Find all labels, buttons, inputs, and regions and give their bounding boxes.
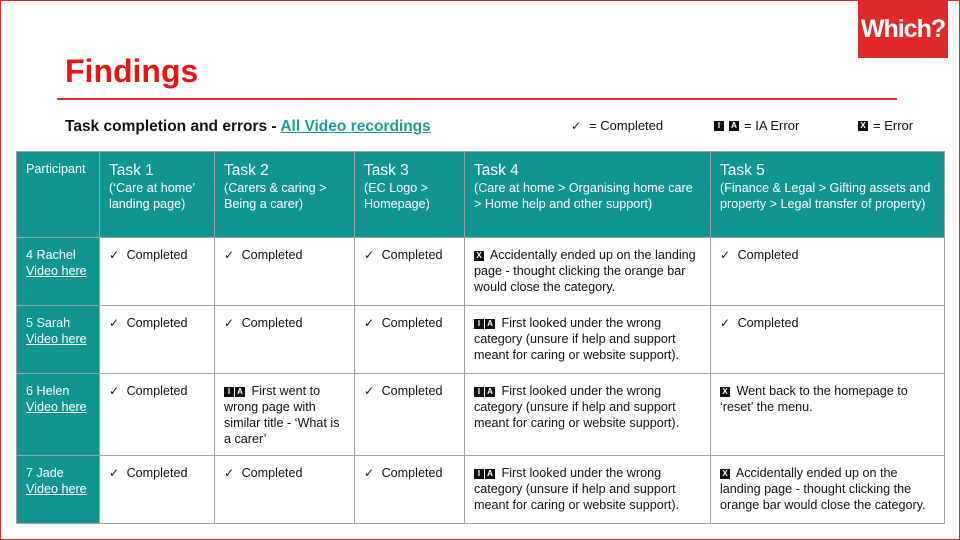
task-3-result-cell (355, 374, 465, 456)
legend-ia-error-label: = IA Error (744, 118, 800, 133)
result-text: Completed (126, 316, 188, 330)
task-title: Task 4 (474, 162, 519, 179)
table-row (17, 238, 945, 306)
participant-cell (17, 374, 100, 456)
check-icon: ✓ (109, 466, 120, 480)
ia-error-icon: I (474, 469, 484, 479)
result-text: Completed (737, 316, 799, 330)
check-icon: ✓ (109, 248, 120, 262)
result-text: First looked under the wrong category (unsure if help and support meant for caring or website support). (474, 466, 680, 512)
result-text: Completed (126, 466, 188, 480)
video-link[interactable]: Video here (26, 400, 87, 414)
task-header-2 (215, 152, 355, 238)
participant-cell (17, 306, 100, 374)
result-text: First looked under the wrong category (unsure if help and support meant for caring or website support). (474, 384, 680, 430)
task-3-result-cell (355, 456, 465, 524)
findings-table (16, 151, 945, 524)
which-logo: Which? (858, 0, 948, 58)
legend-ia-error (714, 118, 799, 133)
check-icon: ✓ (720, 248, 731, 262)
ia-error-icon-a: A (729, 121, 739, 131)
video-link[interactable]: Video here (26, 332, 87, 346)
check-icon: ✓ (364, 316, 375, 330)
result-text: Accidentally ended up on the landing page - thought clicking the orange bar would close the category. (474, 248, 696, 294)
task-detail: (Finance & Legal > Gifting assets and property > Legal transfer of property) (720, 181, 931, 211)
result-text: Completed (126, 384, 188, 398)
ia-error-icon-a: A (485, 387, 495, 397)
section-subtitle (65, 118, 431, 136)
result-text: Completed (381, 316, 443, 330)
task-title: Task 3 (364, 162, 409, 179)
table-row (17, 306, 945, 374)
video-link[interactable]: Video here (26, 482, 87, 496)
check-icon: ✓ (364, 384, 375, 398)
task-1-result-cell (100, 306, 215, 374)
result-text: Completed (241, 248, 303, 262)
check-icon: ✓ (224, 466, 235, 480)
task-2-result-cell (215, 306, 355, 374)
subtitle-text: Task completion and errors - (65, 118, 281, 135)
task-4-result-cell (465, 306, 711, 374)
task-header-3 (355, 152, 465, 238)
task-1-result-cell (100, 456, 215, 524)
result-text: Went back to the homepage to ‘reset’ the menu. (720, 384, 908, 414)
task-title: Task 5 (720, 162, 765, 179)
error-icon: X (858, 121, 868, 131)
check-icon: ✓ (224, 316, 235, 330)
result-text: Accidentally ended up on the landing page - thought clicking the orange bar would close the category. (720, 466, 926, 512)
check-icon: ✓ (109, 316, 120, 330)
ia-error-icon: I (474, 319, 484, 329)
check-icon: ✓ (364, 248, 375, 262)
task-title: Task 2 (224, 162, 269, 179)
all-video-recordings-link[interactable]: All Video recordings (280, 118, 431, 135)
check-icon: ✓ (720, 316, 731, 330)
table-row (17, 456, 945, 524)
table-row (17, 374, 945, 456)
result-text: Completed (737, 248, 799, 262)
check-icon: ✓ (571, 118, 582, 133)
participant-cell (17, 238, 100, 306)
result-text: Completed (126, 248, 188, 262)
result-text: First went to wrong page with similar title - ‘What is a carer’ (224, 384, 340, 446)
ia-error-icon: I (714, 121, 724, 131)
result-text: Completed (241, 466, 303, 480)
check-icon: ✓ (224, 248, 235, 262)
check-icon: ✓ (364, 466, 375, 480)
task-3-result-cell (355, 306, 465, 374)
error-icon: X (474, 251, 484, 261)
task-header-5 (711, 152, 945, 238)
error-icon: X (720, 469, 730, 479)
ia-error-icon-a: A (485, 319, 495, 329)
legend-completed (571, 118, 663, 133)
result-text: Completed (241, 316, 303, 330)
legend-error (858, 118, 913, 133)
participant-name: 4 Rachel (26, 248, 76, 262)
legend-completed-label: = Completed (589, 118, 664, 133)
task-4-result-cell (465, 238, 711, 306)
task-2-result-cell (215, 456, 355, 524)
participant-cell (17, 456, 100, 524)
ia-error-icon-a: A (485, 469, 495, 479)
participant-name: 5 Sarah (26, 316, 71, 330)
error-icon: X (720, 387, 730, 397)
check-icon: ✓ (109, 384, 120, 398)
result-text: First looked under the wrong category (unsure if help and support meant for caring or website support). (474, 316, 680, 362)
participant-header: Participant (17, 152, 100, 238)
task-detail: (‘Care at home’ landing page) (109, 181, 195, 211)
task-5-result-cell (711, 306, 945, 374)
video-link[interactable]: Video here (26, 264, 87, 278)
task-5-result-cell (711, 456, 945, 524)
legend-error-label: = Error (873, 118, 914, 133)
result-text: Completed (381, 466, 443, 480)
page-title: Findings (65, 53, 199, 89)
task-title: Task 1 (109, 162, 154, 179)
ia-error-icon: I (474, 387, 484, 397)
participant-name: 6 Helen (26, 384, 70, 398)
result-text: Completed (381, 248, 443, 262)
task-5-result-cell (711, 374, 945, 456)
task-2-result-cell (215, 374, 355, 456)
task-detail: (Care at home > Organising home care > Home help and other support) (474, 181, 693, 211)
result-text: Completed (381, 384, 443, 398)
title-divider (57, 98, 897, 100)
task-detail: (Carers & caring > Being a carer) (224, 181, 327, 211)
task-4-result-cell (465, 456, 711, 524)
ia-error-icon-a: A (235, 387, 245, 397)
task-1-result-cell (100, 238, 215, 306)
task-detail: (EC Logo > Homepage) (364, 181, 430, 211)
table-header-row (17, 152, 945, 238)
task-2-result-cell (215, 238, 355, 306)
task-header-1 (100, 152, 215, 238)
table-body (17, 238, 945, 524)
task-5-result-cell (711, 238, 945, 306)
participant-name: 7 Jade (26, 466, 64, 480)
task-1-result-cell (100, 374, 215, 456)
ia-error-icon: I (224, 387, 234, 397)
task-3-result-cell (355, 238, 465, 306)
task-header-4 (465, 152, 711, 238)
task-4-result-cell (465, 374, 711, 456)
